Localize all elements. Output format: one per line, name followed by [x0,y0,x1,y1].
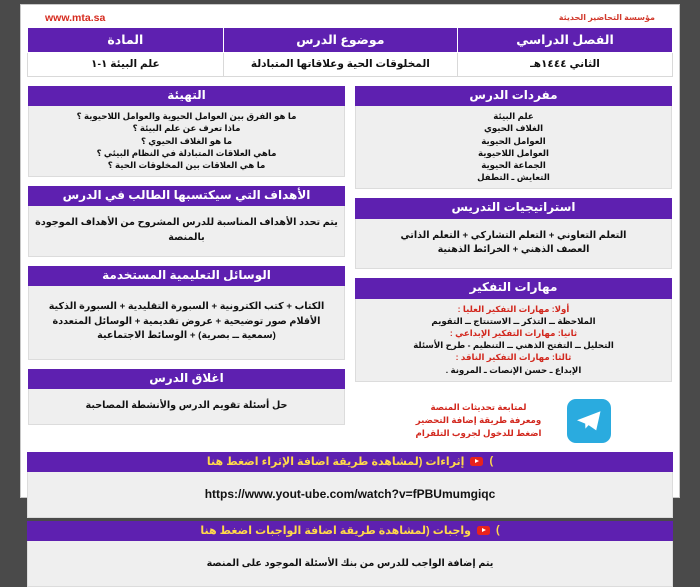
value-subject: علم البيئة ١-١ [28,53,224,77]
panel-vocabulary-title: مفردات الدرس [355,86,672,106]
table-row [28,53,673,77]
telegram-promo-text [416,401,542,440]
homework-note: يتم إضافة الواجب للدرس من بنك الأسئلة الموجود على المنصة [206,557,494,569]
panel-closure-title: اغلاق الدرس [28,369,345,389]
enrichment-banner[interactable] [27,452,673,472]
value-lesson-topic: المخلوقات الحية وعلاقاتها المتبادلة [223,53,457,77]
table-header-row [28,28,673,53]
panel-warmup-body [28,106,345,177]
warmup-line: ماذا تعرف عن علم البيئة ؟ [132,123,241,134]
panel-warmup-title: التهيئة [28,86,345,106]
warmup-line: ماهي العلاقات المتبادلة في النظام البيئي ؟ [96,147,277,158]
panel-media [28,266,345,359]
website-url[interactable]: www.mta.sa [45,11,106,24]
panel-warmup [28,86,345,177]
warmup-line: ما هو الفرق بين العوامل الحيوية والعوامل اللاحيوية ؟ [76,111,297,122]
telegram-line: لمتابعة تحديثات المنصة [430,402,527,413]
enrichment-video-link[interactable]: https://www.yout-ube.com/watch?v=fPBUmumgiqc [204,487,496,502]
header-lesson-topic: موضوع الدرس [223,28,457,53]
panel-media-title: الوسائل التعليمية المستخدمة [28,266,345,286]
panel-closure-body [28,389,345,425]
strategies-line: العصف الذهني + الخرائط الذهنية [437,243,590,255]
media-line: الكتاب + كتب الكترونية + السبورة التقليدية + السبورة الذكية [48,301,325,313]
vocabulary-item: الغلاف الحيوي [483,123,544,134]
thinking-group-heading: أولا: مهارات التفكير العليا : [457,303,570,314]
panel-vocabulary-body [355,106,672,189]
vocabulary-item: الجماعة الحيوية [481,160,546,170]
header-semester: الفصل الدراسي [458,28,673,53]
panel-objectives [28,186,345,257]
thinking-group-items: التحليل ــ التفتح الذهني ــ التنظيم - طرح الأسئلة [413,340,614,351]
objectives-line: يتم تحدد الأهداف المناسبة للدرس المشروح من الأهداف الموجودة [35,217,338,229]
panel-strategies-body [355,219,672,270]
youtube-icon[interactable] [470,457,483,466]
thinking-group-heading: ثانيا: مهارات التفكير الإبداعي : [449,327,578,338]
panel-thinking-skills [355,278,672,381]
vocabulary-item: العوامل الحيوية [481,135,546,146]
panels-grid [27,86,673,449]
strategies-line: التعلم التعاوني + التعلم التشاركي + التعلم الذاتي [400,229,627,241]
telegram-icon[interactable] [567,399,611,443]
homework-banner[interactable] [27,521,673,541]
panel-vocabulary [355,86,672,189]
vocabulary-item: العوامل اللاحيوية [478,147,549,158]
objectives-line: بالمنصة [168,231,205,243]
thinking-group-items: الإبداع ـ حسن الإنصات ـ المرونة . [445,364,582,375]
telegram-line: اضغط للدخول لجروب التلقرام [415,428,542,439]
media-line: (سمعية ــ بصرية) + الوسائط الاجتماعية [97,330,276,342]
media-line: الأقلام صور توضيحية + عروض تقديمية + الوسائل المتعددة [52,315,321,327]
brand-bar [27,10,673,27]
panel-thinking-skills-title: مهارات التفكير [355,278,672,298]
vocabulary-item: التعايش ـ التطفل [477,172,550,183]
vocabulary-item: علم البيئة [493,111,534,122]
telegram-promo[interactable] [355,391,672,449]
closure-line: حل أسئلة تقويم الدرس والأنشطة المصاحبة [85,399,288,411]
panel-strategies-title: استراتيجيات التدريس [355,198,672,218]
enrichment-banner-body [27,472,673,518]
panel-media-body [28,286,345,359]
thinking-group-heading: ثالثا: مهارات التفكير الناقد : [455,352,572,363]
homework-banner-label-after: ) [496,524,500,537]
homework-banner-body [27,541,673,587]
enrichment-banner-label: إثراءات (لمشاهدة طريقة اضافة الإثراء اضغط هنا [206,455,465,468]
header-subject: المادة [28,28,224,53]
panel-thinking-skills-body [355,299,672,382]
panel-objectives-title: الأهداف التي سيكتسبها الطالب في الدرس [28,186,345,206]
enrichment-banner-label-after: ) [489,455,494,468]
lesson-info-table [27,27,673,77]
left-column [355,86,672,449]
warmup-line: ما هي العلاقات بين المخلوقات الحية ؟ [107,160,266,170]
panel-objectives-body [28,206,345,257]
telegram-line: ومعرفة طريقة إضافة التحضير [415,415,542,426]
panel-closure [28,369,345,426]
right-column [28,86,345,449]
homework-banner-label: واجبات (لمشاهدة طريقة اضافة الواجبات اضغط هنا [200,524,471,537]
panel-strategies [355,198,672,269]
organization-name: مؤسسة التحاضير الحديثة [558,13,655,22]
document-page [20,4,680,569]
warmup-line: ما هو الغلاف الحيوي ؟ [140,135,233,146]
youtube-icon[interactable] [477,526,490,535]
value-semester: الثاني ١٤٤٤هـ [458,53,673,77]
thinking-group-items: الملاحظة ــ التذكر ــ الاستنتاج ــ التقويم [431,315,596,326]
